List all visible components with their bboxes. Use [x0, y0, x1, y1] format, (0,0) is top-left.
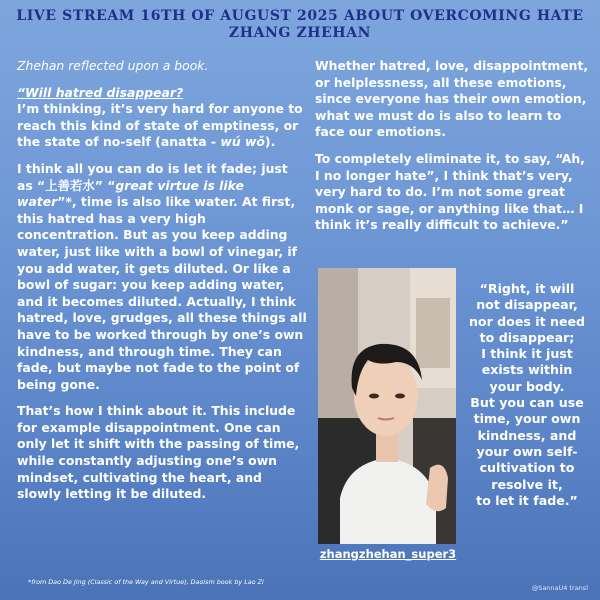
paragraph-emptiness-text: I’m thinking, it’s very hard for anyone to reach this kind of state of emptiness, or the state of no-self (anatta - — [17, 101, 303, 150]
quote-line: not disappear, — [476, 297, 578, 313]
quote-line: resolve it, — [491, 476, 563, 492]
paragraph-emotions: Whether hatred, love, disappointment, or helplessness, all these emotions, since everyone has their own emotion, what we must do is also to learn to face our emotions. — [315, 58, 589, 140]
side-quote — [462, 281, 592, 509]
paragraph-eliminate: To completely eliminate it, to say, “Ah, I no longer hate”, I think that’s very, very hard to do. I’m not some great monk or sage, or anything like that… I think it’s really difficult to achieve.” — [315, 150, 585, 233]
translator-credit: @SannaU4 transl — [531, 584, 588, 592]
quote-line: exists within — [481, 362, 573, 378]
intro-text: Zhehan reflected upon a book. — [17, 58, 209, 73]
quote-line: I think it just — [481, 346, 573, 362]
paragraph-water-rest: ”*, time is also like water. At first, this hatred has a very high concentration. But as you keep adding water, just like with a bowl of vinegar, if you add water, it gets diluted. Or like a bowl of sugar: you keep adding water, and it becomes diluted. Actually, I think hatred, love, grudges, all these things all have to be worked through by one’s own kindness, and through time. They can fade, but maybe not fade to the point of being gone. — [17, 194, 307, 392]
quote-line: to let it fade.” — [476, 492, 578, 508]
page-title — [0, 8, 600, 42]
quote-line: “Right, it will — [479, 281, 575, 296]
paragraph-emptiness — [17, 101, 307, 151]
paragraph-water-start: I think all you can do is let it fade; just as “上善若水” “ — [17, 160, 288, 193]
photo-handle: zhangzhehan_super3 — [319, 547, 457, 561]
paragraph-water — [17, 161, 307, 393]
title-line-1: LIVE STREAM 16TH OF AUGUST 2025 ABOUT OVERCOMING HATE — [16, 8, 584, 24]
paragraph-emptiness-end: ). — [264, 134, 276, 150]
footnote: *from Dao De Jing (Classic of the Way and Virtue), Daoism book by Lao Zi — [28, 578, 264, 586]
person-portrait — [318, 268, 456, 544]
quote-line: cultivation to — [479, 460, 575, 476]
quote-line: your body. — [489, 378, 565, 394]
quote-line: your own self- — [476, 443, 578, 459]
title-line-2: ZHANG ZHEHAN — [228, 25, 372, 41]
livestream-photo — [318, 268, 456, 544]
quote-line: time, your own — [473, 411, 581, 427]
quote-line: to disappear; — [479, 329, 575, 345]
wu-wo-term: wú wǒ — [220, 134, 265, 150]
quote-line: But you can use — [470, 395, 584, 411]
left-column — [17, 58, 307, 513]
right-column — [315, 58, 590, 244]
quote-line: nor does it need — [468, 313, 586, 329]
quote-line: kindness, and — [477, 427, 577, 443]
great-virtue-quote: great virtue is like water — [17, 177, 244, 210]
question-heading: “Will hatred disappear? — [17, 84, 184, 100]
paragraph-disappointment: That’s how I think about it. This include for example disappointment. One can only let it shift with the passing of time, while constantly adjusting one’s own mindset, cultivating the heart, and slowly letting it be diluted. — [17, 403, 300, 502]
